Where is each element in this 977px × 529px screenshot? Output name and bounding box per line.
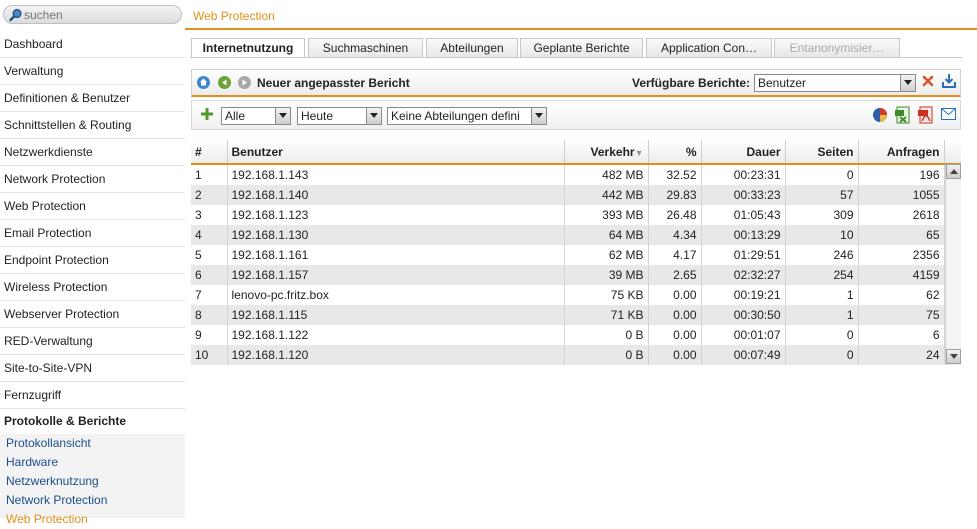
row-requests: 65	[858, 225, 944, 245]
page-title: Web Protection	[193, 9, 275, 23]
row-duration: 00:01:07	[701, 325, 785, 345]
nav-item-endpoint-protection[interactable]: Endpoint Protection	[0, 247, 185, 274]
nav-item-network-protection[interactable]: Network Protection	[0, 166, 185, 193]
row-traffic: 0 B	[564, 325, 648, 345]
row-pages: 1	[785, 285, 858, 305]
report-table	[191, 140, 961, 365]
sub-nav	[0, 434, 185, 526]
nav-item-wireless-protection[interactable]: Wireless Protection	[0, 274, 185, 301]
row-traffic: 71 KB	[564, 305, 648, 325]
chevron-down-icon	[366, 108, 381, 124]
tab-internetnutzung[interactable]: Internetnutzung	[191, 38, 305, 58]
row-user: 192.168.1.123	[227, 205, 564, 225]
row-percent: 0.00	[648, 305, 701, 325]
chart-icon[interactable]	[872, 107, 888, 126]
add-icon[interactable]	[200, 107, 214, 124]
table-row[interactable]	[191, 325, 961, 345]
subnav-item-netzwerknutzung[interactable]: Netzwerknutzung	[6, 474, 99, 488]
nav-section-protokolle-berichte[interactable]: Protokolle & Berichte	[4, 414, 127, 428]
row-percent: 0.00	[648, 345, 701, 365]
table-header-row	[191, 140, 961, 164]
chevron-down-icon	[275, 108, 290, 124]
table-scrollbar[interactable]	[945, 164, 961, 364]
subnav-item-network-protection[interactable]: Network Protection	[6, 493, 108, 507]
row-duration: 02:32:27	[701, 265, 785, 285]
table-row[interactable]	[191, 285, 961, 305]
row-user: 192.168.1.122	[227, 325, 564, 345]
main-nav	[0, 31, 185, 409]
back-icon[interactable]	[218, 76, 231, 89]
close-report-icon[interactable]	[921, 74, 935, 91]
excel-export-icon[interactable]	[895, 106, 911, 127]
report-title: Neuer angepasster Bericht	[257, 76, 410, 90]
page-header	[185, 0, 977, 30]
nav-item-verwaltung[interactable]: Verwaltung	[0, 58, 185, 85]
column-header-requests[interactable]: Anfragen	[858, 140, 944, 164]
row-user: 192.168.1.140	[227, 185, 564, 205]
scroll-down-icon[interactable]	[946, 349, 961, 364]
row-number: 8	[191, 305, 227, 325]
nav-item-schnittstellen-routing[interactable]: Schnittstellen & Routing	[0, 112, 185, 139]
column-header-percent[interactable]: %	[648, 140, 701, 164]
row-duration: 00:13:29	[701, 225, 785, 245]
row-duration: 00:19:21	[701, 285, 785, 305]
row-requests: 1055	[858, 185, 944, 205]
department-select[interactable]	[387, 107, 547, 125]
row-duration: 00:30:50	[701, 305, 785, 325]
available-reports-label: Verfügbare Berichte:	[632, 76, 751, 90]
row-duration: 01:05:43	[701, 205, 785, 225]
nav-item-fernzugriff[interactable]: Fernzugriff	[0, 382, 185, 409]
row-user: 192.168.1.130	[227, 225, 564, 245]
row-requests: 2356	[858, 245, 944, 265]
available-reports-select[interactable]	[754, 74, 916, 92]
row-number: 10	[191, 345, 227, 365]
period-select[interactable]	[297, 107, 382, 125]
row-number: 4	[191, 225, 227, 245]
forward-icon[interactable]	[238, 76, 251, 89]
nav-item-dashboard[interactable]: Dashboard	[0, 31, 185, 58]
row-duration: 01:29:51	[701, 245, 785, 265]
tab-divider	[190, 57, 962, 58]
row-requests: 24	[858, 345, 944, 365]
row-pages: 10	[785, 225, 858, 245]
period-value: Heute	[301, 109, 334, 123]
row-duration: 00:07:49	[701, 345, 785, 365]
row-percent: 0.00	[648, 325, 701, 345]
table-row[interactable]	[191, 245, 961, 265]
report-toolbar	[191, 69, 961, 97]
row-pages: 309	[785, 205, 858, 225]
row-percent: 29.83	[648, 185, 701, 205]
row-traffic: 0 B	[564, 345, 648, 365]
scope-select[interactable]	[221, 107, 291, 125]
email-icon[interactable]	[941, 108, 956, 123]
row-pages: 57	[785, 185, 858, 205]
search-icon	[9, 8, 23, 25]
row-percent: 32.52	[648, 164, 701, 185]
sidebar	[0, 0, 185, 526]
row-duration: 00:33:23	[701, 185, 785, 205]
nav-item-netzwerkdienste[interactable]: Netzwerkdienste	[0, 139, 185, 166]
row-requests: 2618	[858, 205, 944, 225]
column-header-pages[interactable]: Seiten	[785, 140, 858, 164]
department-value: Keine Abteilungen defini	[391, 109, 520, 123]
row-percent: 4.17	[648, 245, 701, 265]
column-header-user[interactable]: Benutzer	[227, 140, 564, 164]
row-requests: 6	[858, 325, 944, 345]
scope-value: Alle	[225, 109, 246, 123]
row-traffic: 62 MB	[564, 245, 648, 265]
nav-item-web-protection[interactable]: Web Protection	[0, 193, 185, 220]
subnav-item-protokollansicht[interactable]: Protokollansicht	[6, 436, 91, 450]
row-user: 192.168.1.157	[227, 265, 564, 285]
row-number: 6	[191, 265, 227, 285]
tab-application-control[interactable]: Application Con…	[646, 38, 772, 58]
row-percent: 26.48	[648, 205, 701, 225]
column-header-duration[interactable]: Dauer	[701, 140, 785, 164]
table-body	[191, 164, 961, 365]
row-user: 192.168.1.115	[227, 305, 564, 325]
nav-item-red-verwaltung[interactable]: RED-Verwaltung	[0, 328, 185, 355]
row-requests: 4159	[858, 265, 944, 285]
column-header-traffic-label: Verkehr	[590, 144, 635, 159]
scroll-up-icon[interactable]	[946, 164, 961, 179]
nav-item-site-to-site-vpn[interactable]: Site-to-Site-VPN	[0, 355, 185, 382]
row-number: 2	[191, 185, 227, 205]
subnav-item-hardware[interactable]: Hardware	[6, 455, 59, 469]
row-user: 192.168.1.143	[227, 164, 564, 185]
row-requests: 75	[858, 305, 944, 325]
table-row[interactable]	[191, 345, 961, 365]
subnav-item-web-protection[interactable]: Web Protection	[6, 512, 88, 526]
row-duration: 00:23:31	[701, 164, 785, 185]
pdf-export-icon[interactable]	[918, 106, 934, 127]
search-box[interactable]	[3, 5, 182, 24]
filter-toolbar	[191, 100, 961, 130]
row-number: 5	[191, 245, 227, 265]
tab-abteilungen[interactable]: Abteilungen	[426, 38, 518, 58]
row-traffic: 39 MB	[564, 265, 648, 285]
row-pages: 246	[785, 245, 858, 265]
row-traffic: 393 MB	[564, 205, 648, 225]
nav-item-webserver-protection[interactable]: Webserver Protection	[0, 301, 185, 328]
row-user: 192.168.1.120	[227, 345, 564, 365]
row-pages: 0	[785, 325, 858, 345]
row-traffic: 442 MB	[564, 185, 648, 205]
row-traffic: 64 MB	[564, 225, 648, 245]
chevron-down-icon	[531, 108, 546, 124]
row-requests: 196	[858, 164, 944, 185]
row-traffic: 75 KB	[564, 285, 648, 305]
nav-item-definitionen-benutzer[interactable]: Definitionen & Benutzer	[0, 85, 185, 112]
row-number: 1	[191, 164, 227, 185]
row-requests: 62	[858, 285, 944, 305]
row-pages: 0	[785, 164, 858, 185]
row-traffic: 482 MB	[564, 164, 648, 185]
table-row[interactable]	[191, 265, 961, 285]
column-header-spacer	[944, 140, 961, 164]
row-number: 7	[191, 285, 227, 305]
tab-entanonymisierung: Entanonymisier…	[774, 38, 900, 58]
home-icon[interactable]	[197, 76, 210, 89]
row-pages: 1	[785, 305, 858, 325]
row-user: 192.168.1.161	[227, 245, 564, 265]
sort-desc-icon: ▼	[634, 147, 644, 158]
nav-item-email-protection[interactable]: Email Protection	[0, 220, 185, 247]
tab-geplante-berichte[interactable]: Geplante Berichte	[520, 38, 643, 58]
row-number: 3	[191, 205, 227, 225]
save-report-icon[interactable]	[941, 73, 957, 92]
row-user: lenovo-pc.fritz.box	[227, 285, 564, 305]
row-percent: 2.65	[648, 265, 701, 285]
column-header-traffic[interactable]	[564, 140, 648, 164]
table-row[interactable]	[191, 205, 961, 225]
available-reports-value: Benutzer	[758, 76, 807, 90]
table-row[interactable]	[191, 185, 961, 205]
table-row[interactable]	[191, 164, 961, 185]
search-input[interactable]	[24, 7, 174, 22]
row-percent: 0.00	[648, 285, 701, 305]
row-pages: 254	[785, 265, 858, 285]
chevron-down-icon	[900, 75, 915, 91]
row-pages: 0	[785, 345, 858, 365]
table-row[interactable]	[191, 225, 961, 245]
row-percent: 4.34	[648, 225, 701, 245]
tab-suchmaschinen[interactable]: Suchmaschinen	[308, 38, 423, 58]
table-row[interactable]	[191, 305, 961, 325]
row-number: 9	[191, 325, 227, 345]
column-header-number[interactable]: #	[191, 140, 227, 164]
